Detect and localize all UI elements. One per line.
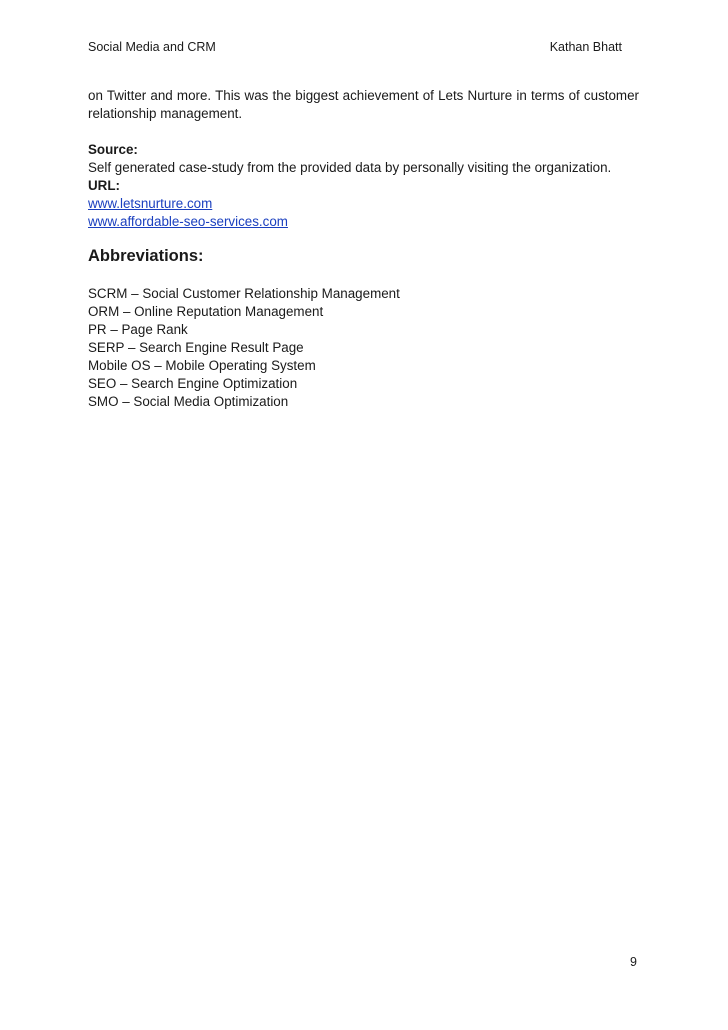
spacer: [88, 231, 639, 245]
link-affordable-seo-services[interactable]: www.affordable-seo-services.com: [88, 214, 288, 229]
page-header: [88, 40, 622, 58]
abbreviations-list: [88, 285, 639, 411]
url-label: URL:: [88, 178, 120, 193]
page-body: [88, 87, 639, 411]
header-author: Kathan Bhatt: [549, 40, 622, 54]
abbreviations-heading: Abbreviations:: [88, 247, 204, 265]
source-label: Source:: [88, 142, 138, 157]
list-item: ORM – Online Reputation Management: [88, 304, 324, 319]
page-number: 9: [630, 955, 637, 969]
list-item: PR – Page Rank: [88, 322, 188, 337]
list-item: SCRM – Social Customer Relationship Management: [88, 286, 400, 301]
list-item: SERP – Search Engine Result Page: [88, 340, 304, 355]
list-item: Mobile OS – Mobile Operating System: [88, 358, 316, 373]
spacer: [88, 267, 639, 285]
list-item: SMO – Social Media Optimization: [88, 394, 289, 409]
list-item: SEO – Search Engine Optimization: [88, 376, 298, 391]
spacer: [88, 123, 639, 141]
link-letsnurture[interactable]: www.letsnurture.com: [88, 196, 213, 211]
header-title: Social Media and CRM: [88, 40, 216, 54]
intro-paragraph: on Twitter and more. This was the biggest achievement of Lets Nurture in terms of customer relationship management.: [88, 88, 639, 121]
source-text: Self generated case-study from the provided data by personally visiting the organization.: [88, 160, 612, 175]
url-section: [88, 177, 639, 231]
source-section: [88, 141, 639, 177]
